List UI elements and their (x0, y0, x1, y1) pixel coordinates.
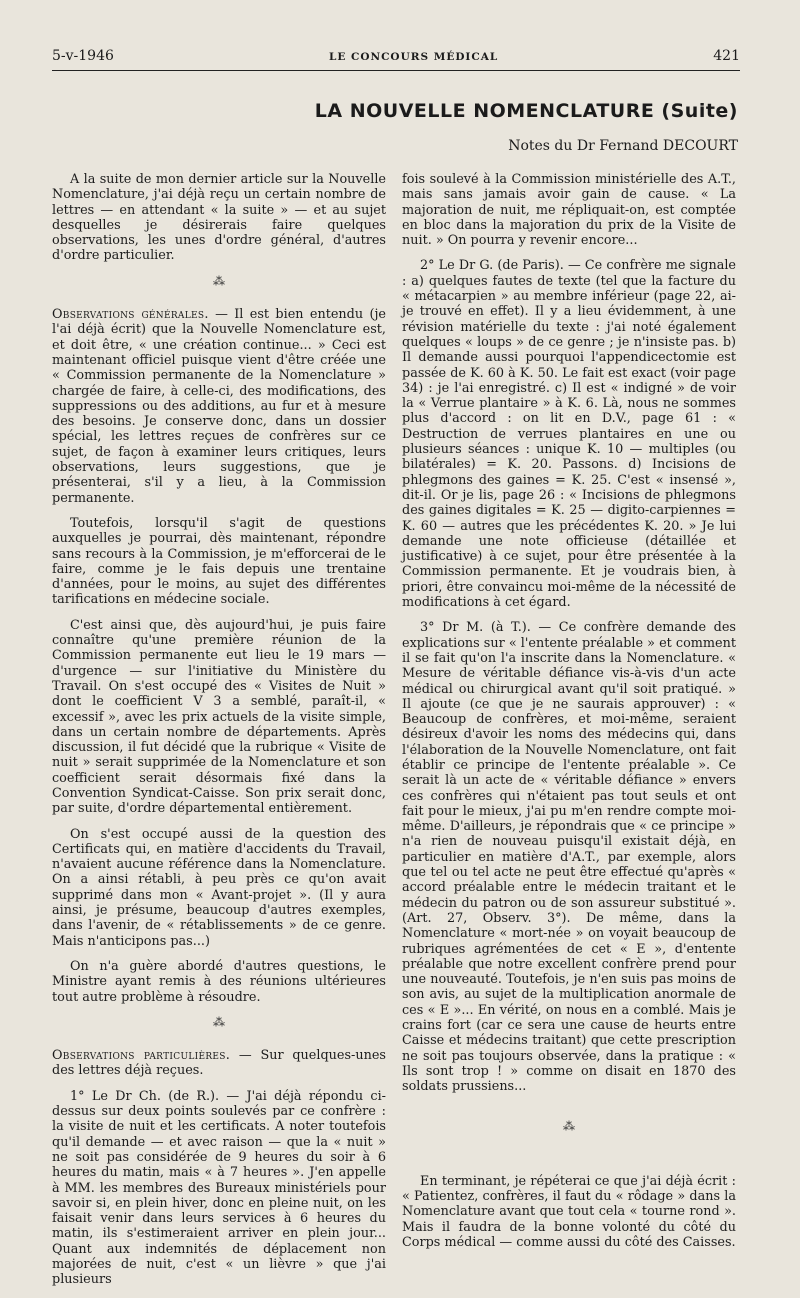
journal-name: LE CONCOURS MÉDICAL (328, 51, 499, 63)
section-separator: ⁂ (563, 1118, 575, 1133)
paragraph: 3° Dr M. (à T.). — Ce confrère demande des explications sur « l'entente préalable » et comment il se fait qu'on l'a inscrite dans la Nomenclature. « Mesure de véritable défiance vis-à-vis d'un acte médical ou chirurgical avant qu'il soit pratiqué. » Il ajoute (ce que je ne saurais approuver) : « Beaucoup de confrères, et moi-même, seraient désireux d'avoir les noms des médecins qui, dans l'élaboration de la Nouvelle Nomenclature, ont fait établir ce principe de l'entente préalable ». Ce serait là un acte de « véritable défiance » envers ces confrères qui n'étaient pas tout seuls et ont fait pour le mieux, j'ai pu m'en rendre compte moi-même. D'ailleurs, je répondrais que « ce principe » n'a rien de nouveau puisqu'il existait déjà, en particulier en matière d'A.T., par exemple, alors que tel ou tel acte ne peut être effectué qu'après « accord préalable entre le médecin traitant et le médecin du patron ou de son assureur substitué ». (Art. 27, Observ. 3°). De même, dans la Nomenclature « mort-née » on voyait beaucoup de rubriques agrémentées de cet « E », d'entente préalable que notre excellent confrère prend pour une nouveauté. Toutefois, je n'en suis pas moins de son avis, au sujet de la multiplication anormale de ces « E »... En vérité, on nous en a comblé. Mais je crains fort (car ce sera une cause de heurts entre Caisse et médecins traitant) que cette prescription ne soit pas toujours observée, dans la pratique : « Ils sont trop ! » comme on disait en 1870 des soldats prussiens... (402, 620, 736, 1095)
section-heading: Observations générales. (52, 307, 209, 323)
paragraph: A la suite de mon dernier article sur la Nouvelle Nomenclature, j'ai déjà reçu un certain nombre de lettres — en attendant « la suite » — et au sujet desquelles je désirerais faire quelques observations, les unes d'ordre général, d'autres d'ordre particulier. (52, 172, 386, 264)
paragraph: fois soulevé à la Commission ministérielle des A.T., mais sans jamais avoir gain de cause. « La majoration de nuit, me répliquait-on, est comptée en bloc dans la majoration du prix de la Visite de nuit. » On pourra y revenir encore... (402, 172, 736, 249)
paragraph: On s'est occupé aussi de la question des Certificats qui, en matière d'accidents du Travail, n'avaient aucune référence dans la Nomenclature. On a ainsi rétabli, à peu près ce qu'on avait supprimé dans mon « Avant-projet ». (Il y aura ainsi, je présume, beaucoup d'autres exemples, dans l'avenir, de « rétablissements » de ce genre. Mais n'anticipons pas...) (52, 826, 386, 949)
left-column (52, 172, 386, 1298)
issue-date: 5-v-1946 (52, 48, 114, 64)
paragraph: Observations particulières. — Sur quelques-unes des lettres déjà reçues. (52, 1048, 386, 1079)
section-separator: ⁂ (213, 273, 225, 288)
section-separator: ⁂ (213, 1014, 225, 1029)
page-number: 421 (713, 48, 740, 64)
paragraph: 1° Le Dr Ch. (de R.). — J'ai déjà répondu ci-dessus sur deux points soulevés par ce confrère : la visite de nuit et les certificats. A noter toutefois qu'il demande — et avec raison — que la « nuit » ne soit pas considérée de 9 heures du soir à 6 heures du matin, mais « à 7 heures ». J'en appelle à MM. les membres des Bureaux ministériels pour savoir si, en plein hiver, donc en pleine nuit, on les faisait venir dans leurs services à 6 heures du matin, ils s'estimeraient arriver en plein jour... Quant aux indemnités de déplacement non majorées de nuit, c'est « un lièvre » que j'ai plusieurs (52, 1088, 386, 1288)
paragraph: C'est ainsi que, dès aujourd'hui, je puis faire connaître qu'une première réunion de la Commission permanente eut lieu le 19 mars — d'urgence — sur l'initiative du Ministère du Travail. On s'est occupé des « Visites de Nuit » dont le coefficient V 3 a semblé, paraît-il, « excessif », avec les prix actuels de la visite simple, dans un certain nombre de départements. Après discussion, il fut décidé que la rubrique « Visite de nuit » serait supprimée de la Nomenclature et son coefficient serait désormais fixé dans la Convention Syndicat-Caisse. Son prix serait donc, par suite, d'ordre départemental entièrement. (52, 617, 386, 817)
article-byline: Notes du Dr Fernand DECOURT (508, 138, 738, 154)
paragraph: Toutefois, lorsqu'il s'agit de questions auxquelles je pourrai, dès maintenant, répondre sans recours à la Commission, je m'efforcerai de le faire, comme je le fais depuis une trentaine d'années, pour le moins, au sujet des différentes tarifications en médecine sociale. (52, 515, 386, 608)
right-column (402, 172, 736, 1260)
paragraph: En terminant, je répéterai ce que j'ai déjà écrit : « Patientez, confrères, il faut du « rôdage » dans la Nomenclature avant que tout cela « tourne rond ». Mais il faudra de la bonne volonté du côté du Corps médical — comme aussi du côté des Caisses. (402, 1173, 736, 1250)
paragraph: 2° Le Dr G. (de Paris). — Ce confrère me signale : a) quelques fautes de texte (tel que la facture du « métacarpien » au membre inférieur (page 22, ai-je trouvé en effet). Il y a lieu évidemment, à une révision matérielle du texte : j'ai noté également quelques « loups » de ce genre ; je n'insiste pas. b) Il demande aussi pourquoi l'appendicectomie est passée de K. 60 à K. 50. Le fait est exact (voir page 34) : je l'ai enregistré. c) Il est « indigné » de voir la « Verrue plantaire » à K. 6. Là, nous ne sommes plus d'accord : on lit en D.V., page 61 : « Destruction de verrues plantaires en une ou plusieurs séances : unique K. 10 — multiples (ou bilatérales) = K. 20. Passons. d) Incisions de phlegmons des gaines = K. 25. C'est « insensé », dit-il. Or je lis, page 26 : « Incisions de phlegmons des gaines digitales = K. 25 — digito-carpiennes = K. 60 — autres que les précédentes K. 20. » Je lui demande une note officieuse (détaillée et justificative) à ce sujet, pour être présentée à la Commission permanente. Et je voudrais bien, à priori, être convaincu moi-même de la nécessité de modifications à cet égard. (402, 258, 736, 611)
paragraph: On n'a guère abordé d'autres questions, le Ministre ayant remis à des réunions ultérieures tout autre problème à résoudre. (52, 958, 386, 1005)
running-header (52, 48, 740, 71)
article-title: LA NOUVELLE NOMENCLATURE (Suite) (314, 100, 738, 122)
paragraph: Observations générales. — Il est bien entendu (je l'ai déjà écrit) que la Nouvelle Nomenclature est, et doit être, « une création continue... » Ceci est maintenant officiel puisque vient d'être créée une « Commission permanente de la Nomenclature » chargée de faire, à celle-ci, des modifications, des suppressions ou des additions, au fur et à mesure des besoins. Je conserve donc, dans un dossier spécial, les lettres reçues de confrères sur ce sujet, de façon à examiner leurs critiques, leurs observations, leurs suggestions, que je présenterai, s'il y a lieu, à la Commission permanente. (52, 307, 386, 506)
section-heading: Observations particulières. (52, 1048, 231, 1064)
